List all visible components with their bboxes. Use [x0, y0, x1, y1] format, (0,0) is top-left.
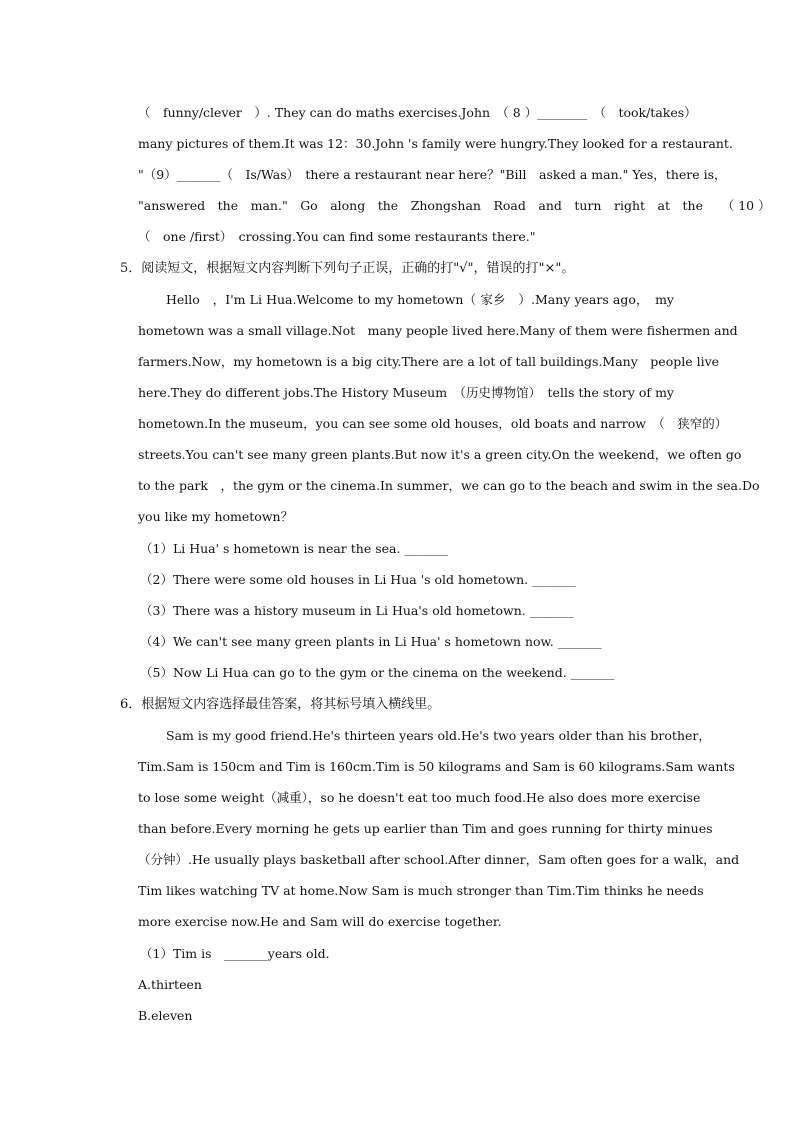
passage4-line-4: "answered the man." Go along the Zhongshan Road and turn right at the （ 10 ）: [138, 198, 771, 213]
question5-passage-line-4: here.They do different jobs.The History Museum （历史博物馆） tells the story of my: [138, 385, 674, 400]
question5-passage-line-7: to the park ，the gym or the cinema.In summer，we can go to the beach and swim in the sea.Do: [138, 478, 760, 493]
passage4-line-1: （ funny/clever ）. They can do maths exercises.John （ 8 ）________ （ took/takes）: [138, 105, 697, 120]
question6-passage-line-1: Sam is my good friend.He's thirteen years old.He's two years older than his brother，: [166, 728, 711, 743]
question6-passage-line-5: （分钟）.He usually plays basketball after school.After dinner，Sam often goes for a walk，and: [138, 852, 740, 867]
question5-passage-line-2: hometown was a small village.Not many people lived here.Many of them were fishermen and: [138, 323, 738, 338]
question5-item-5: （5）Now Li Hua can go to the gym or the cinema on the weekend. _______: [140, 665, 615, 680]
question5-item-2: （2）There were some old houses in Li Hua 's old hometown. _______: [140, 572, 576, 587]
question5-heading: 5．阅读短文，根据短文内容判断下列句子正误，正确的打"√"，错误的打"×"。: [120, 261, 575, 276]
question6-passage-line-3: to lose some weight（减重），so he doesn't eat too much food.He also does more exercise: [138, 790, 701, 805]
question6-passage-line-4: than before.Every morning he gets up earlier than Tim and goes running for thirty minues: [138, 821, 713, 836]
passage4-line-2: many pictures of them.It was 12：30.John 's family were hungry.They looked for a restaurant.: [138, 136, 733, 151]
passage4-line-5: （ one /first） crossing.You can find some restaurants there.": [138, 229, 536, 244]
question5-item-3: （3）There was a history museum in Li Hua's old hometown. _______: [140, 603, 574, 618]
question6-passage-line-2: Tim.Sam is 150cm and Tim is 160cm.Tim is 50 kilograms and Sam is 60 kilograms.Sam wants: [138, 759, 735, 774]
question6-item-1-option-b: B.eleven: [138, 1008, 193, 1023]
question5-passage-line-5: hometown.In the museum，you can see some old houses，old boats and narrow （ 狭窄的）: [138, 416, 728, 431]
question6-item-1-prompt: （1）Tim is _______years old.: [140, 946, 330, 961]
passage4-line-3: "（9）_______（ Is/Was） there a restaurant near here？"Bill asked a man." Yes，there is，: [138, 167, 727, 182]
question5-item-1: （1）Li Hua' s hometown is near the sea. _______: [140, 541, 449, 556]
question6-heading: 6．根据短文内容选择最佳答案，将其标号填入横线里。: [120, 697, 441, 712]
question6-item-1-option-a: A.thirteen: [138, 977, 202, 992]
question6-passage-line-7: more exercise now.He and Sam will do exercise together.: [138, 914, 502, 929]
question6-passage-line-6: Tim likes watching TV at home.Now Sam is much stronger than Tim.Tim thinks he needs: [138, 883, 704, 898]
question5-passage-line-8: you like my hometown？: [138, 509, 294, 524]
question5-passage-line-6: streets.You can't see many green plants.But now it's a green city.On the weekend，we often go: [138, 447, 742, 462]
question5-passage-line-3: farmers.Now，my hometown is a big city.There are a lot of tall buildings.Many people live: [138, 354, 720, 369]
question5-passage-line-1: Hello ，I'm Li Hua.Welcome to my hometown（ 家乡 ）.Many years ago， my: [166, 292, 674, 307]
question5-item-4: （4）We can't see many green plants in Li Hua' s hometown now. _______: [140, 634, 602, 649]
